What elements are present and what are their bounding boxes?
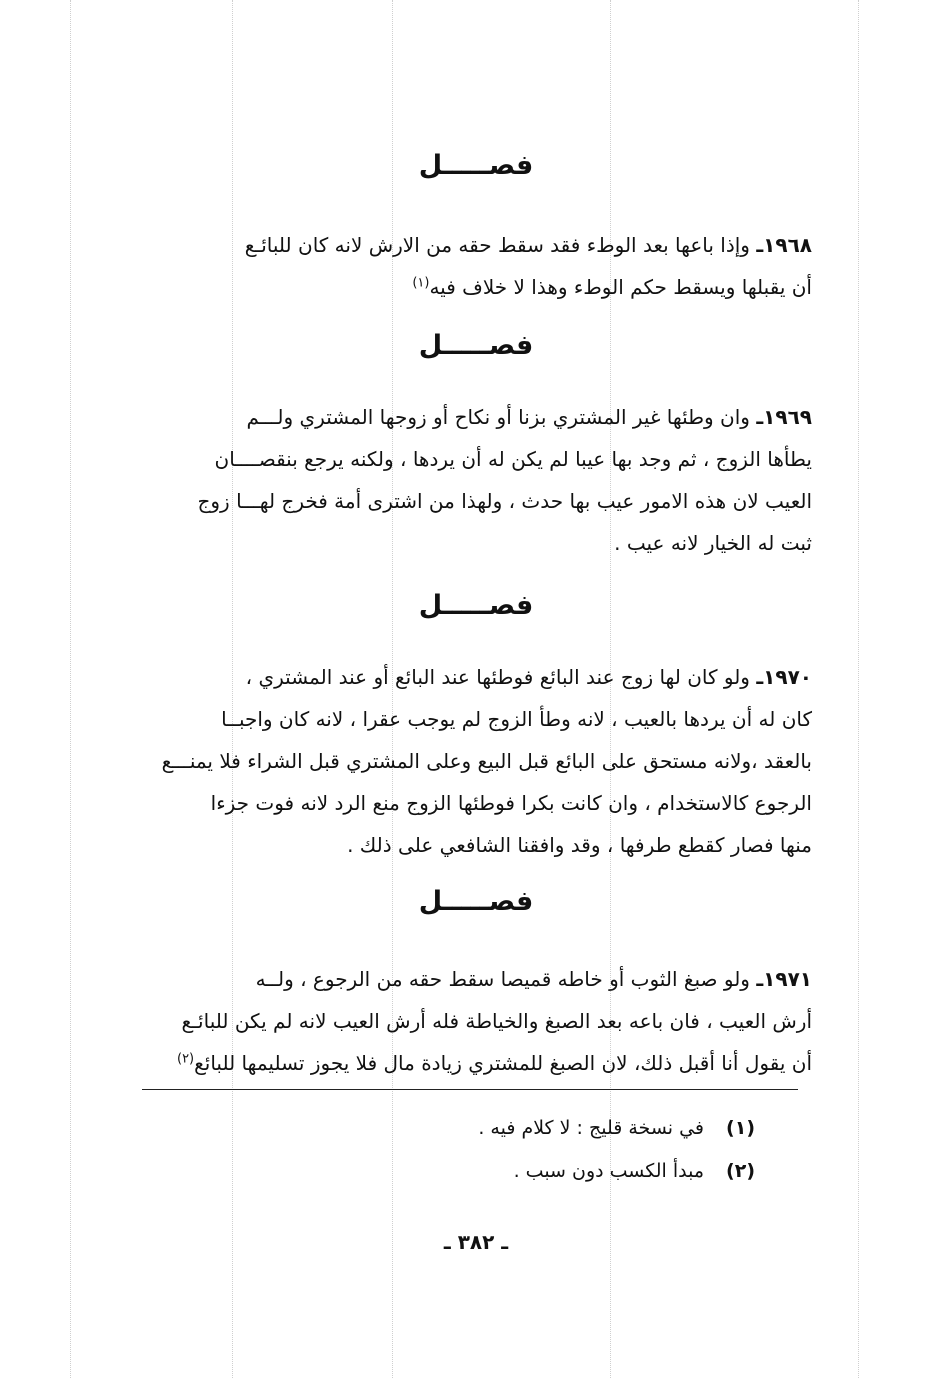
paper-texture-line: [858, 0, 859, 1378]
line-text: ولو كان لها زوج عند البائع فوطئها عند البائع أو عند المشتري ،: [245, 665, 750, 689]
paragraph-line: [112, 656, 812, 698]
paragraph-line: [112, 824, 812, 866]
footnote-1: [300, 1117, 755, 1139]
paragraph-line: [112, 438, 812, 480]
paragraph-line: [112, 740, 812, 782]
footnote-number: (٢): [726, 1160, 755, 1182]
footnote-text: مبدأ الكسب دون سبب .: [513, 1160, 705, 1182]
footnote-2: [300, 1160, 755, 1182]
footnote-marker: (١): [412, 275, 430, 291]
line-text: ولو صبغ الثوب أو خاطه قميصا سقط حقه من الرجوع ، ولــه: [255, 967, 750, 991]
paragraph-line: [112, 480, 812, 522]
footnote-marker: (٢): [176, 1051, 195, 1067]
paragraph-number: ١٩٦٨ـ: [756, 233, 812, 257]
section-heading: فصـــــل: [418, 150, 534, 181]
paragraph-1969: [112, 396, 812, 564]
paragraph-number: ١٩٧٠ـ: [756, 665, 812, 689]
page-number: ـ ٣٨٢ ـ: [443, 1230, 509, 1254]
paragraph-line: [112, 698, 812, 740]
footnote-number: (١): [726, 1117, 755, 1139]
line-text: منها فصار كقطع طرفها ، وقد وافقنا الشافعي على ذلك .: [347, 833, 812, 857]
line-text: يطأها الزوج ، ثم وجد بها عيبا لم يكن له أن يردها ، ولكنه يرجع بنقصــــان: [214, 447, 812, 471]
paragraph-line: [112, 224, 812, 266]
paragraph-line: [112, 1000, 812, 1042]
paragraph-1970: [112, 656, 812, 866]
paper-texture-line: [70, 0, 71, 1378]
line-text: وإذا باعها بعد الوطء فقد سقط حقه من الارش لانه كان للبائـع: [244, 233, 750, 257]
paragraph-line: [112, 266, 812, 308]
footnote-separator: [142, 1089, 798, 1090]
paragraph-line: [112, 782, 812, 824]
line-text: العيب لان هذه الامور عيب بها حدث ، ولهذا من اشترى أمة فخرج لهـــا زوج: [197, 489, 812, 513]
line-text: أن يقول أنا أقبل ذلك، لان الصبغ للمشتري زيادة مال فلا يجوز تسليمها للبائع: [194, 1051, 812, 1075]
paragraph-number: ١٩٦٩ـ: [756, 405, 812, 429]
section-heading: فصـــــل: [418, 330, 534, 361]
paragraph-line: [112, 396, 812, 438]
line-text: وان وطئها غير المشتري بزنا أو نكاح أو زوجها المشتري ولـــم: [246, 405, 750, 429]
line-text: ثبت له الخيار لانه عيب .: [614, 531, 812, 555]
paragraph-1968: [112, 224, 812, 308]
section-heading: فصـــــل: [418, 886, 534, 917]
line-text: الرجوع كالاستخدام ، وان كانت بكرا فوطئها الزوج منع الرد لانه فوت جزءا: [210, 791, 812, 815]
line-text: أرش العيب ، فان باعه بعد الصبغ والخياطة فله أرش العيب لانه لم يكن للبائـع: [181, 1009, 812, 1033]
paragraph-line: [112, 1042, 812, 1084]
section-heading: فصـــــل: [418, 590, 534, 621]
paragraph-line: [112, 522, 812, 564]
footnote-text: في نسخة قليج : لا كلام فيه .: [478, 1117, 705, 1139]
line-text: كان له أن يردها بالعيب ، لانه وطأ الزوج لم يوجب عقرا ، لانه كان واجبــا: [221, 707, 812, 731]
paragraph-line: [112, 958, 812, 1000]
line-text: أن يقبلها ويسقط حكم الوطء وهذا لا خلاف فيه: [429, 275, 812, 299]
line-text: بالعقد ،ولانه مستحق على البائع قبل البيع وعلى المشتري قبل الشراء فلا يمنـــع: [161, 749, 812, 773]
paragraph-1971: [112, 958, 812, 1084]
paragraph-number: ١٩٧١ـ: [756, 967, 812, 991]
